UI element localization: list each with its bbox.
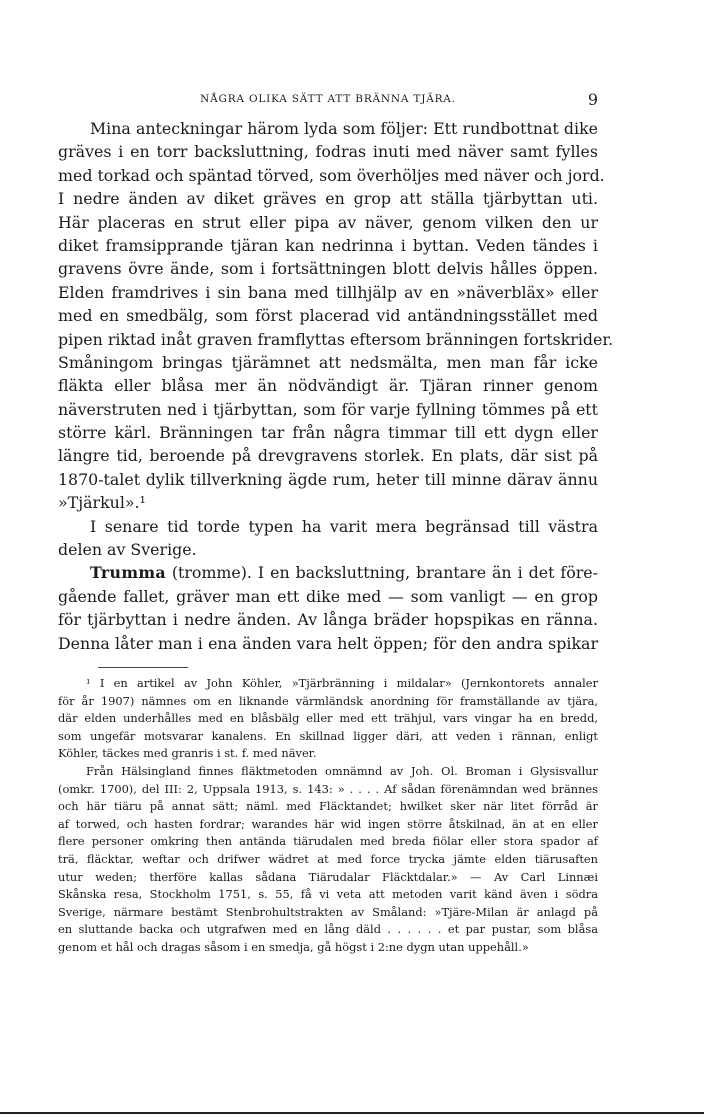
footnote-line: flere personer omkring then antända tiärudalen med breda fiölar eller stora spador af: [58, 834, 598, 849]
footnote-line: af torwed, och hasten fordrar; warandes här wid ingen större åtskilnad, än at en eller: [58, 816, 598, 831]
body-line: delen av Sverige.: [58, 540, 197, 560]
body-line: pipen riktad inåt graven framflyttas eftersom bränningen fortskrider.: [58, 329, 614, 349]
footnote-line: (omkr. 1700), del III: 2, Uppsala 1913, s. 143: » . . . . Af sådan förenämndan wed brännes: [58, 781, 598, 796]
footnote-line: Sverige, närmare bestämt Stenbrohultstrakten av Småland: »Tjäre-Milan är anlagd på: [58, 904, 598, 919]
footnote-divider: [98, 667, 188, 668]
body-line: gräves i en torr backsluttning, fodras inuti med näver samt fylles: [58, 142, 598, 162]
body-line: näverstruten ned i tjärbyttan, som för varje fyllning tömmes på ett: [58, 399, 598, 419]
section-run-in-heading: Trumma: [90, 563, 166, 583]
footnote-line: Skånska resa, Stockholm 1751, s. 55, få vi veta att metoden varit känd även i södra: [58, 887, 598, 902]
page-number: 9: [587, 90, 598, 109]
body-line: I senare tid torde typen ha varit mera begränsad till västra: [90, 516, 598, 536]
footnote-line: och här tiäru på annat sätt; näml. med Fläcktandet; hwilket sker när litet förråd är: [58, 799, 598, 814]
running-head: NÅGRA OLIKA SÄTT ATT BRÄNNA TJÄRA.: [200, 93, 456, 105]
footnote-line: trä, fläcktar, weftar och drifwer wädret at med force trycka jämte elden tiärusaften: [58, 851, 598, 866]
body-line: fläkta eller blåsa mer än nödvändigt är. Tjäran rinner genom: [58, 376, 598, 396]
body-line: större kärl. Bränningen tar från några timmar till ett dygn eller: [58, 423, 598, 443]
body-line: Mina anteckningar härom lyda som följer: Ett rundbottnat dike: [90, 119, 598, 138]
footnote-line: en sluttande backa och utgrafwen med en lång däld . . . . . . et par pustar, som blåsa: [58, 922, 598, 937]
body-line-with-heading: [58, 561, 598, 584]
footnote-line: där elden underhålles med en blåsbälg eller med ett trähjul, vars vingar ha en bredd,: [58, 711, 598, 726]
body-line: gravens övre ände, som i fortsättningen blott delvis hålles öppen.: [58, 259, 598, 279]
footnote-line: som ungefär motsvarar kanalens. En skillnad ligger däri, att veden i rännan, enligt: [58, 728, 598, 743]
page-header: [58, 90, 598, 110]
footnote-line: utur weden; therföre kallas sådana Tiärudalar Fläcktdalar.» — Av Carl Linnæi: [58, 869, 598, 884]
footnote-line: genom et hål och dragas såsom i en smedja, gå högst i 2:ne dygn utan uppehåll.»: [58, 939, 529, 954]
footnote-line: ¹ I en artikel av John Köhler, »Tjärbränning i mildalar» (Jernkontorets annaler: [86, 676, 598, 690]
body-line: 1870-talet dylik tillverkning ägde rum, heter till minne därav ännu: [58, 469, 598, 489]
body-line: diket framsipprande tjäran kan nedrinna i byttan. Veden tändes i: [58, 235, 598, 255]
body-line: »Tjärkul».¹: [58, 493, 146, 513]
body-line-rest: (tromme). I en backsluttning, brantare än i det före-: [171, 563, 598, 583]
body-line: Elden framdrives i sin bana med tillhjälp av en »näverbläx» eller: [58, 282, 598, 302]
footnotes: [58, 675, 598, 957]
body-text: [58, 117, 614, 655]
page-bottom-edge: [0, 1112, 704, 1114]
body-line: med torkad och späntad törved, som överhöljes med näver och jord.: [58, 165, 605, 185]
body-line: längre tid, beroende på drevgravens storlek. En plats, där sist på: [58, 446, 598, 466]
body-line: med en smedbälg, som först placerad vid antändningsstället med: [58, 306, 598, 326]
footnote-line: för år 1907) nämnes om en liknande värmländsk anordning för framställande av tjära,: [58, 693, 598, 708]
body-line: gående fallet, gräver man ett dike med — som vanligt — en grop: [58, 586, 598, 606]
body-line: Denna låter man i ena änden vara helt öppen; för den andra spikar: [58, 633, 598, 653]
body-line: Småningom bringas tjärämnet att nedsmälta, men man får icke: [58, 352, 598, 372]
body-line: för tjärbyttan i nedre änden. Av långa bräder hopspikas en ränna.: [58, 610, 598, 630]
footnote-line: Från Hälsingland finnes fläktmetoden omnämnd av Joh. Ol. Broman i Glysisvallur: [86, 763, 598, 778]
body-line: I nedre änden av diket gräves en grop att ställa tjärbyttan uti.: [58, 189, 598, 209]
body-line: Här placeras en strut eller pipa av näver, genom vilken den ur: [58, 212, 598, 232]
footnote-line: Köhler, täckes med granris i st. f. med näver.: [58, 746, 317, 761]
